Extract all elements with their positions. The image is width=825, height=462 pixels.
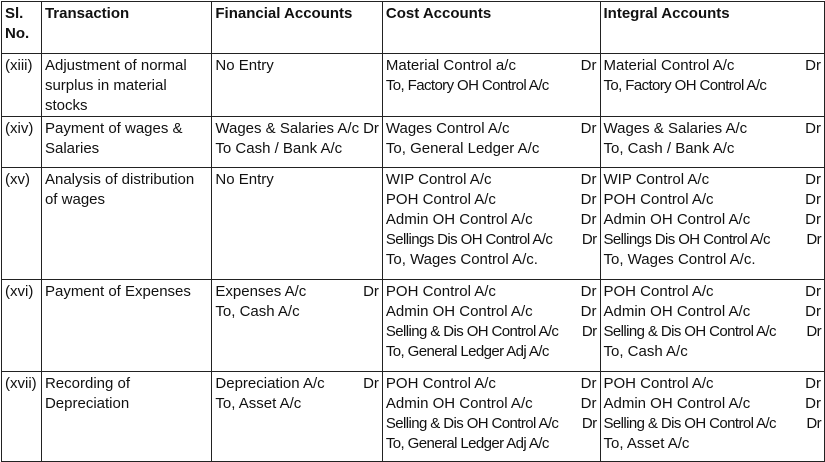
header-transaction: Transaction	[41, 2, 211, 54]
entry-line	[215, 56, 379, 76]
transaction-description: Payment of Expenses	[41, 280, 211, 372]
debit-marker	[593, 434, 597, 454]
account-name: Wages & Salaries A/c	[603, 120, 748, 137]
entry-line	[386, 230, 597, 250]
account-name: Admin OH Control A/c	[603, 303, 751, 320]
entry-line	[604, 394, 822, 414]
account-name: POH Control A/c	[385, 283, 496, 300]
debit-marker	[375, 302, 379, 322]
account-name: Wages & Salaries A/c	[215, 120, 360, 137]
entry-line	[386, 302, 597, 322]
debit-marker: Dr	[805, 395, 821, 412]
serial-number: (xiii)	[2, 54, 42, 117]
account-name: Wages Control A/c	[385, 120, 510, 137]
cost-accounts-cell	[382, 280, 600, 372]
transaction-description: Adjustment of normal surplus in material stocks	[41, 54, 211, 117]
debit-marker	[817, 434, 821, 454]
debit-marker: Dr	[580, 57, 597, 74]
cost-accounts-cell	[382, 117, 600, 168]
debit-marker: Dr	[580, 191, 597, 208]
table-body	[2, 54, 825, 462]
transaction-description: Recording of Depreciation	[41, 372, 211, 462]
table-row	[2, 117, 825, 168]
debit-marker: Dr	[805, 211, 821, 228]
debit-marker: Dr	[580, 283, 597, 300]
account-name: Admin OH Control A/c	[385, 303, 533, 320]
account-name: Material Control a/c	[385, 57, 516, 74]
account-name: WIP Control A/c	[385, 171, 492, 188]
account-name: To, Asset A/c	[215, 395, 302, 412]
debit-marker	[593, 76, 597, 96]
entry-line	[386, 282, 597, 302]
account-name: To, Wages Control A/c.	[385, 251, 538, 268]
account-name: To, Cash A/c	[215, 303, 300, 320]
account-name: To Cash / Bank A/c	[215, 140, 343, 157]
entry-line	[386, 76, 597, 96]
debit-marker: Dr	[806, 415, 821, 432]
account-name: WIP Control A/c	[603, 171, 710, 188]
serial-number: (xvi)	[2, 280, 42, 372]
entry-line	[386, 250, 597, 270]
debit-marker: Dr	[363, 283, 379, 300]
debit-marker	[593, 250, 597, 270]
entry-line	[386, 56, 597, 76]
entry-line	[386, 394, 597, 414]
debit-marker: Dr	[581, 323, 597, 340]
debit-marker: Dr	[806, 323, 821, 340]
entry-line	[604, 374, 822, 394]
debit-marker: Dr	[580, 211, 597, 228]
entry-line	[604, 342, 822, 362]
entry-line	[604, 230, 822, 250]
debit-marker: Dr	[580, 375, 597, 392]
financial-accounts-cell	[212, 117, 383, 168]
account-name: Sellings Dis OH Control A/c	[385, 231, 553, 248]
header-sl-no: Sl. No.	[2, 2, 42, 54]
serial-number: (xiv)	[2, 117, 42, 168]
account-name: Admin OH Control A/c	[385, 211, 533, 228]
table-row	[2, 372, 825, 462]
debit-marker	[593, 342, 597, 362]
entry-line	[215, 282, 379, 302]
serial-number: (xvii)	[2, 372, 42, 462]
debit-marker: Dr	[805, 283, 821, 300]
entry-line	[386, 322, 597, 342]
financial-accounts-cell	[212, 168, 383, 280]
debit-marker	[375, 139, 379, 159]
entry-line	[386, 190, 597, 210]
entry-line	[386, 119, 597, 139]
entry-line	[604, 302, 822, 322]
account-name: Admin OH Control A/c	[385, 395, 533, 412]
integral-accounts-cell	[600, 117, 825, 168]
entry-line	[386, 374, 597, 394]
entry-line	[215, 119, 379, 139]
account-name: To, Cash A/c	[603, 343, 688, 360]
account-name: POH Control A/c	[385, 375, 496, 392]
account-name: Material Control A/c	[603, 57, 735, 74]
entry-line	[604, 190, 822, 210]
account-name: Selling & Dis OH Control A/c	[603, 415, 776, 432]
entry-line	[386, 170, 597, 190]
entry-line	[215, 170, 379, 190]
debit-marker: Dr	[363, 375, 379, 392]
debit-marker: Dr	[805, 57, 821, 74]
debit-marker: Dr	[363, 120, 379, 137]
account-name: To, General Ledger A/c	[385, 140, 540, 157]
account-name: To, Cash / Bank A/c	[603, 140, 735, 157]
debit-marker: Dr	[580, 303, 597, 320]
debit-marker: Dr	[805, 120, 821, 137]
integral-accounts-cell	[600, 372, 825, 462]
account-name: No Entry	[215, 171, 274, 188]
account-name: Selling & Dis OH Control A/c	[603, 323, 776, 340]
entry-line	[386, 139, 597, 159]
financial-accounts-cell	[212, 280, 383, 372]
account-name: Selling & Dis OH Control A/c	[385, 323, 559, 340]
debit-marker: Dr	[581, 231, 597, 248]
entry-line	[386, 434, 597, 454]
debit-marker: Dr	[805, 191, 821, 208]
header-cost-accounts: Cost Accounts	[382, 2, 600, 54]
debit-marker: Dr	[581, 415, 597, 432]
header-integral-accounts: Integral Accounts	[600, 2, 825, 54]
entry-line	[386, 414, 597, 434]
account-name: Admin OH Control A/c	[603, 211, 751, 228]
debit-marker: Dr	[805, 171, 821, 188]
entry-line	[386, 342, 597, 362]
table-row	[2, 54, 825, 117]
integral-accounts-cell	[600, 280, 825, 372]
debit-marker	[593, 139, 597, 159]
entry-line	[604, 322, 822, 342]
entry-line	[604, 76, 822, 96]
entry-line	[604, 250, 822, 270]
entry-line	[604, 434, 822, 454]
account-name: POH Control A/c	[603, 375, 714, 392]
cost-accounts-cell	[382, 54, 600, 117]
entry-line	[215, 302, 379, 322]
table-row	[2, 280, 825, 372]
entry-line	[604, 170, 822, 190]
entry-line	[604, 282, 822, 302]
account-name: To, Factory OH Control A/c	[385, 77, 549, 94]
debit-marker: Dr	[580, 171, 597, 188]
entry-line	[604, 414, 822, 434]
entry-line	[215, 394, 379, 414]
integral-accounts-cell	[600, 54, 825, 117]
debit-marker	[375, 394, 379, 414]
debit-marker	[375, 56, 379, 76]
financial-accounts-cell	[212, 54, 383, 117]
account-name: To, Factory OH Control A/c	[603, 77, 767, 94]
table-row	[2, 168, 825, 280]
account-name: Admin OH Control A/c	[603, 395, 751, 412]
debit-marker: Dr	[580, 120, 597, 137]
transaction-description: Analysis of distribution of wages	[41, 168, 211, 280]
debit-marker	[817, 342, 821, 362]
account-name: Selling & Dis OH Control A/c	[385, 415, 559, 432]
account-name: Sellings Dis OH Control A/c	[603, 231, 770, 248]
account-name: Expenses A/c	[215, 283, 307, 300]
account-name: POH Control A/c	[603, 191, 714, 208]
entry-line	[386, 210, 597, 230]
debit-marker: Dr	[805, 303, 821, 320]
account-name: To, Wages Control A/c.	[603, 251, 756, 268]
header-financial-accounts: Financial Accounts	[212, 2, 383, 54]
debit-marker: Dr	[806, 231, 821, 248]
debit-marker	[375, 170, 379, 190]
account-name: POH Control A/c	[603, 283, 714, 300]
entry-line	[604, 139, 822, 159]
debit-marker	[817, 250, 821, 270]
debit-marker	[817, 139, 821, 159]
account-name: POH Control A/c	[385, 191, 496, 208]
debit-marker	[817, 76, 821, 96]
serial-number: (xv)	[2, 168, 42, 280]
cost-accounts-cell	[382, 372, 600, 462]
account-name: No Entry	[215, 57, 274, 74]
header-row	[2, 2, 825, 54]
account-name: To, General Ledger Adj A/c	[385, 435, 549, 452]
debit-marker: Dr	[805, 375, 821, 392]
journal-entries-table	[1, 1, 825, 462]
integral-accounts-cell	[600, 168, 825, 280]
transaction-description: Payment of wages & Salaries	[41, 117, 211, 168]
account-name: To, Asset A/c	[603, 435, 690, 452]
entry-line	[215, 374, 379, 394]
account-name: To, General Ledger Adj A/c	[385, 343, 549, 360]
entry-line	[604, 210, 822, 230]
entry-line	[215, 139, 379, 159]
entry-line	[604, 56, 822, 76]
cost-accounts-cell	[382, 168, 600, 280]
account-name: Depreciation A/c	[215, 375, 325, 392]
financial-accounts-cell	[212, 372, 383, 462]
debit-marker: Dr	[580, 395, 597, 412]
entry-line	[604, 119, 822, 139]
